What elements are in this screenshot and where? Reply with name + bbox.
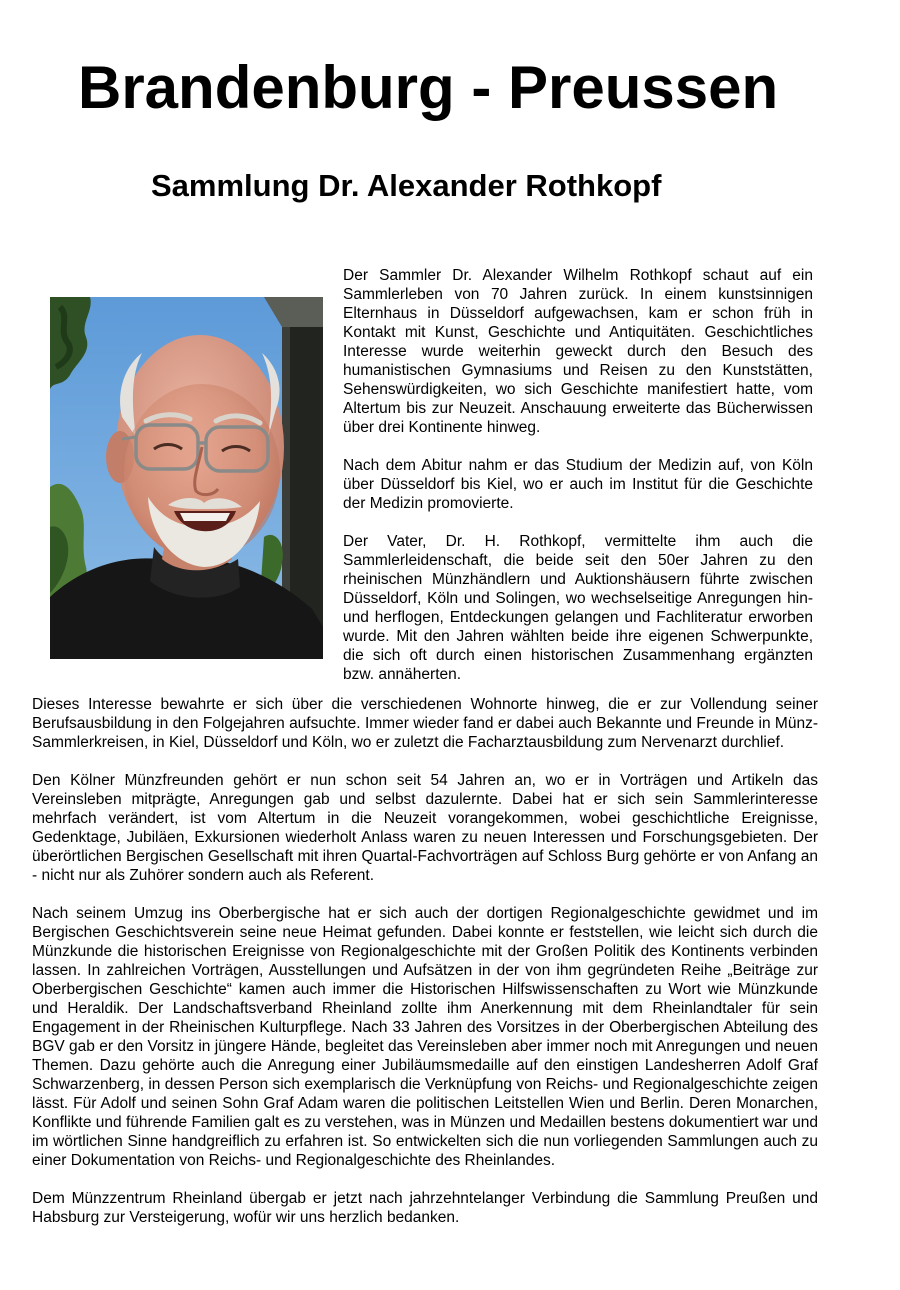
portrait-illustration xyxy=(50,297,323,659)
intro-paragraph-2: Nach dem Abitur nahm er das Studium der Medizin auf, von Köln über Düsseldorf bis Kiel, wo er auch im Institut für die Geschichte der Medizin promovierte. xyxy=(343,457,813,512)
page-subtitle: Sammlung Dr. Alexander Rothkopf xyxy=(151,168,662,203)
intro-paragraph-3: Der Vater, Dr. H. Rothkopf, vermittelte ihm auch die Sammlerleidenschaft, die beide seit den 50er Jahren zu den rheinischen Münzhändlern und Auktionshäusern führte zwischen Düsseldorf, Köln und Solingen, wo wechselseitige Anregungen hin- und herflogen, Entdeckungen gelangen und Fachliteratur erworben wurde. Mit den Jahren wählten beide ihre eigenen Schwerpunkte, die sich oft durch einen historischen Zusammenhang ergänzten bzw. annäherten. xyxy=(343,533,813,683)
intro-paragraph-1: Der Sammler Dr. Alexander Wilhelm Rothkopf schaut auf ein Sammlerleben von 70 Jahren zurück. In einem kunstsinnigen Elternhaus in Düsseldorf aufgewachsen, kam er schon früh in Kontakt mit Kunst, Geschichte und Antiquitäten. Geschichtliches Interesse wurde weiterhin geweckt durch den Besuch des humanistischen Gymnasiums und Reisen zu den Kunststätten, Sehenswürdigkeiten, wo sich Geschichte manifestiert hatte, vom Altertum bis zur Neuzeit. Anschauung erweiterte das Bücherwissen über drei Kontinente hinweg. xyxy=(343,267,813,436)
portrait-photo xyxy=(50,297,323,659)
body-text xyxy=(32,695,818,1227)
page-title: Brandenburg - Preussen xyxy=(78,54,779,121)
intro-column xyxy=(343,266,813,684)
body-paragraph-3: Nach seinem Umzug ins Oberbergische hat er sich auch der dortigen Regionalgeschichte gewidmet und im Bergischen Geschichtsverein seine neue Heimat gefunden. Dabei konnte er feststellen, wie leicht sich durch die Münzkunde die historischen Ereignisse von Regionalgeschichte mit der Großen Politik des Kontinents verbinden lassen. In zahlreichen Vorträgen, Ausstellungen und Aufsätzen in der von ihm gegründeten Reihe „Beiträge zur Oberbergischen Geschichte“ kamen auch immer die Historischen Hilfswissenschaften zu Wort wie Münzkunde und Heraldik. Der Landschaftsverband Rheinland zollte ihm Anerkennung mit dem Rheinlandtaler für sein Engagement in der Rheinischen Kulturpflege. Nach 33 Jahren des Vorsitzes in der Oberbergischen Abteilung des BGV gab er den Vorsitz in jüngere Hände, begleitet das Vereinsleben aber immer noch mit Anregungen und neuen Themen. Dazu gehörte auch die Anregung einer Jubiläumsmedaille auf den einstigen Landesherren Adolf Graf Schwarzenberg, in dessen Person sich exemplarisch die Verknüpfung von Reichs- und Regionalgeschichte zeigen lässt. Für Adolf und seinen Sohn Graf Adam waren die politischen Leitstellen Wien und Berlin. Deren Monarchen, Konflikte und führende Familien galt es zu verstehen, was in Münzen und Medaillen bestens dokumentiert war und im wörtlichen Sinne handgreiflich zu erfahren ist. So entwickelten sich die nun vorliegenden Sammlungen auch zu einer Dokumentation von Reichs- und Regionalgeschichte des Rheinlandes. xyxy=(32,905,818,1169)
body-paragraph-2: Den Kölner Münzfreunden gehört er nun schon seit 54 Jahren an, wo er in Vorträgen und Artikeln das Vereinsleben mitprägte, Anregungen gab und selbst dazulernte. Dabei hat er sich sein Sammlerinteresse mehrfach verändert, ist vom Altertum in die Neuzeit vorangekommen, wobei geschichtliche Ereignisse, Gedenktage, Jubiläen, Exkursionen wiederholt Anlass waren zu neuen Interessen und Forschungsgebieten. Der überörtlichen Bergischen Gesellschaft mit ihren Quartal-Fachvorträgen auf Schloss Burg gehörte er von Anfang an - nicht nur als Zuhörer sondern auch als Referent. xyxy=(32,772,818,884)
body-paragraph-4: Dem Münzzentrum Rheinland übergab er jetzt nach jahrzehntelanger Verbindung die Sammlung Preußen und Habsburg zur Versteigerung, wofür wir uns herzlich bedanken. xyxy=(32,1190,818,1226)
body-paragraph-1: Dieses Interesse bewahrte er sich über die verschiedenen Wohnorte hinweg, die er zur Vollendung seiner Berufsausbildung in den Folgejahren aufsuchte. Immer wieder fand er dabei auch Bekannte und Freunde in Münz-Sammlerkreisen, in Kiel, Düsseldorf und Köln, wo er zuletzt die Facharztausbildung zum Nervenarzt durchlief. xyxy=(32,696,818,751)
